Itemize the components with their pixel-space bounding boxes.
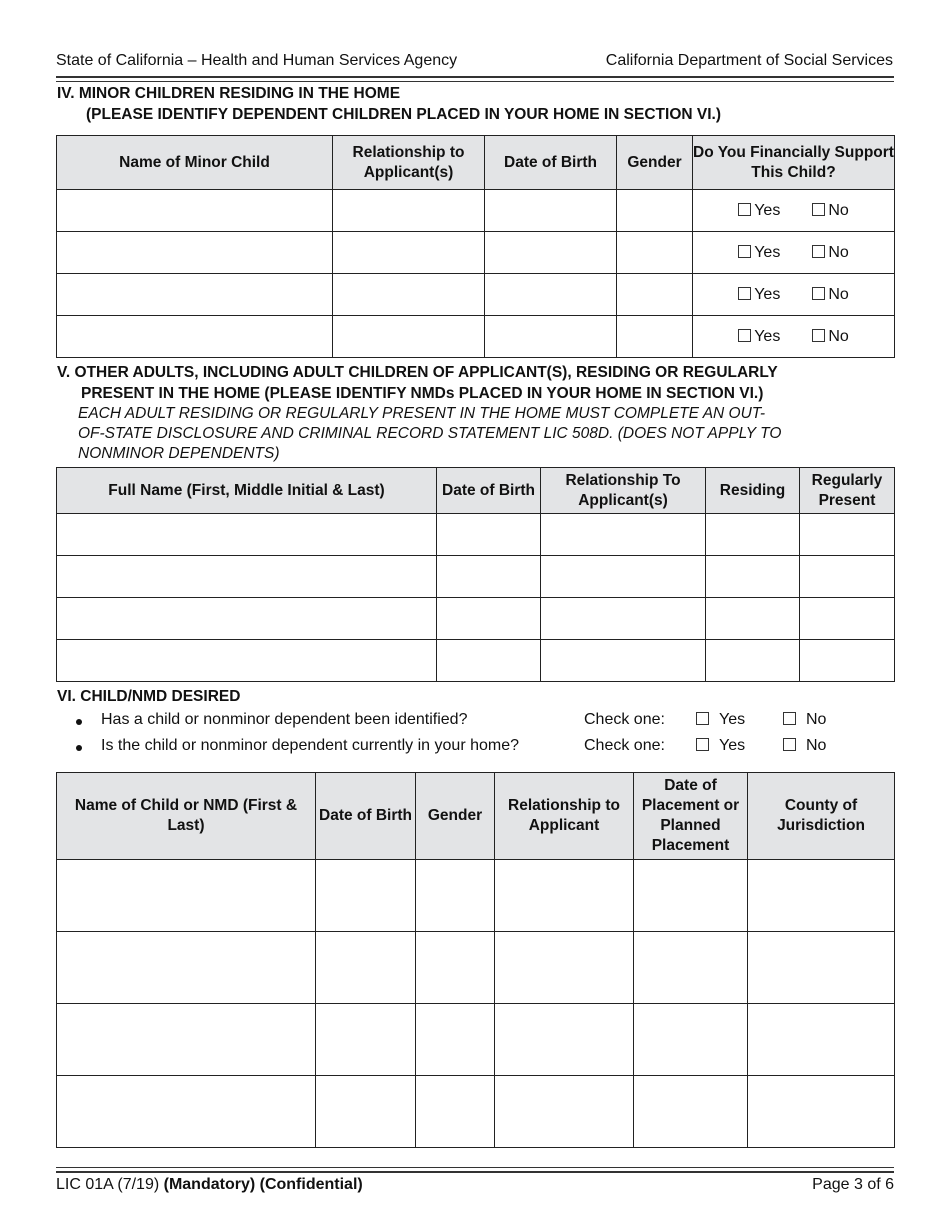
page-number: Page 3 of 6 — [812, 1176, 894, 1193]
adult-present-cell[interactable] — [800, 556, 895, 598]
col-date-of-birth: Date of Birth — [485, 136, 617, 190]
table-row — [57, 232, 895, 274]
child-relationship-cell[interactable] — [495, 932, 634, 1004]
no-label: No — [828, 327, 849, 345]
child-county-cell[interactable] — [748, 1076, 895, 1148]
child-placement-date-cell[interactable] — [634, 860, 748, 932]
section-v-note-2: OF-STATE DISCLOSURE AND CRIMINAL RECORD STATEMENT LIC 508D. (DOES NOT APPLY TO — [78, 425, 782, 442]
table-row — [57, 274, 895, 316]
table-row — [57, 514, 895, 556]
section-v-title: V. OTHER ADULTS, INCLUDING ADULT CHILDREN OF APPLICANT(S), RESIDING OR REGULARLY — [57, 364, 778, 381]
minor-child-gender-cell[interactable] — [617, 274, 693, 316]
check-one-label: Check one: — [584, 711, 665, 728]
adult-name-cell[interactable] — [57, 598, 437, 640]
minor-child-gender-cell[interactable] — [617, 232, 693, 274]
minor-child-dob-cell[interactable] — [485, 316, 617, 358]
bullet-icon — [76, 719, 82, 725]
section-v-note-1: EACH ADULT RESIDING OR REGULARLY PRESENT IN THE HOME MUST COMPLETE AN OUT- — [78, 405, 765, 422]
no-label: No — [828, 285, 849, 303]
yes-label: Yes — [719, 737, 746, 754]
question-in-home — [76, 737, 896, 759]
no-label: No — [828, 243, 849, 261]
yes-label: Yes — [754, 327, 781, 345]
table-row — [57, 1004, 895, 1076]
department-header: California Department of Social Services — [605, 52, 893, 69]
minor-child-relationship-cell[interactable] — [333, 232, 485, 274]
adult-relationship-cell[interactable] — [541, 514, 706, 556]
minor-child-dob-cell[interactable] — [485, 232, 617, 274]
other-adults-table — [56, 467, 895, 682]
header-rule — [56, 76, 894, 78]
adult-name-cell[interactable] — [57, 556, 437, 598]
question-in-home-text: Is the child or nonminor dependent currently in your home? — [101, 737, 520, 754]
minor-child-relationship-cell[interactable] — [333, 190, 485, 232]
child-dob-cell[interactable] — [316, 860, 416, 932]
adult-dob-cell[interactable] — [437, 598, 541, 640]
adult-relationship-cell[interactable] — [541, 640, 706, 682]
yes-label: Yes — [754, 201, 781, 219]
table-row — [57, 556, 895, 598]
financial-support-cell — [693, 190, 895, 232]
adult-dob-cell[interactable] — [437, 514, 541, 556]
col-date-of-birth: Date of Birth — [316, 773, 416, 860]
table-row — [57, 316, 895, 358]
section-v-note-3: NONMINOR DEPENDENTS) — [78, 445, 280, 462]
section-v-subtitle: PRESENT IN THE HOME (PLEASE IDENTIFY NMDs PLACED IN YOUR HOME IN SECTION VI.) — [81, 385, 764, 402]
child-name-cell[interactable] — [57, 932, 316, 1004]
col-regularly-present: Regularly Present — [800, 468, 895, 514]
child-placement-date-cell[interactable] — [634, 1004, 748, 1076]
support-yes-checkbox[interactable] — [738, 287, 751, 300]
support-no-checkbox[interactable] — [812, 287, 825, 300]
form-footer — [56, 1176, 363, 1194]
section-iv-subtitle: (PLEASE IDENTIFY DEPENDENT CHILDREN PLACED IN YOUR HOME IN SECTION VI.) — [86, 106, 721, 123]
minor-child-dob-cell[interactable] — [485, 274, 617, 316]
child-gender-cell[interactable] — [416, 932, 495, 1004]
col-financial-support: Do You Financially Support This Child? — [693, 136, 895, 190]
financial-support-cell — [693, 316, 895, 358]
col-gender: Gender — [617, 136, 693, 190]
child-placement-date-cell[interactable] — [634, 1076, 748, 1148]
col-relationship: Relationship to Applicant — [495, 773, 634, 860]
support-no-checkbox[interactable] — [812, 203, 825, 216]
adult-present-cell[interactable] — [800, 640, 895, 682]
table-row — [57, 1076, 895, 1148]
col-relationship: Relationship To Applicant(s) — [541, 468, 706, 514]
in-home-yes-checkbox[interactable] — [696, 738, 709, 751]
section-vi-title: VI. CHILD/NMD DESIRED — [57, 688, 241, 705]
bullet-icon — [76, 745, 82, 751]
adult-present-cell[interactable] — [800, 514, 895, 556]
minor-child-relationship-cell[interactable] — [333, 316, 485, 358]
table-row — [57, 640, 895, 682]
check-one-label: Check one: — [584, 737, 665, 754]
adult-relationship-cell[interactable] — [541, 598, 706, 640]
support-yes-checkbox[interactable] — [738, 245, 751, 258]
yes-label: Yes — [754, 285, 781, 303]
minor-child-relationship-cell[interactable] — [333, 274, 485, 316]
minor-child-gender-cell[interactable] — [617, 190, 693, 232]
financial-support-cell — [693, 274, 895, 316]
form-flags: (Mandatory) (Confidential) — [163, 1176, 363, 1193]
child-county-cell[interactable] — [748, 860, 895, 932]
adult-dob-cell[interactable] — [437, 556, 541, 598]
minor-child-name-cell[interactable] — [57, 274, 333, 316]
child-dob-cell[interactable] — [316, 932, 416, 1004]
identified-yes-checkbox[interactable] — [696, 712, 709, 725]
col-residing: Residing — [706, 468, 800, 514]
child-name-cell[interactable] — [57, 860, 316, 932]
col-gender: Gender — [416, 773, 495, 860]
child-nmd-table — [56, 772, 895, 1148]
adult-present-cell[interactable] — [800, 598, 895, 640]
identified-no-checkbox[interactable] — [783, 712, 796, 725]
child-dob-cell[interactable] — [316, 1004, 416, 1076]
adult-residing-cell[interactable] — [706, 556, 800, 598]
child-relationship-cell[interactable] — [495, 1004, 634, 1076]
support-no-checkbox[interactable] — [812, 245, 825, 258]
child-placement-date-cell[interactable] — [634, 932, 748, 1004]
child-gender-cell[interactable] — [416, 1004, 495, 1076]
minor-child-gender-cell[interactable] — [617, 316, 693, 358]
minor-child-name-cell[interactable] — [57, 316, 333, 358]
no-label: No — [828, 201, 849, 219]
child-name-cell[interactable] — [57, 1076, 316, 1148]
footer-rule — [56, 1171, 894, 1173]
minor-children-table — [56, 135, 895, 358]
table-row — [57, 932, 895, 1004]
no-label: No — [806, 711, 827, 728]
col-relationship: Relationship to Applicant(s) — [333, 136, 485, 190]
child-relationship-cell[interactable] — [495, 1076, 634, 1148]
child-county-cell[interactable] — [748, 932, 895, 1004]
adult-residing-cell[interactable] — [706, 514, 800, 556]
minor-child-name-cell[interactable] — [57, 232, 333, 274]
col-date-of-placement: Date of Placement or Planned Placement — [634, 773, 748, 860]
section-iv-title: IV. MINOR CHILDREN RESIDING IN THE HOME — [57, 85, 401, 102]
child-relationship-cell[interactable] — [495, 860, 634, 932]
header-rule-thin — [56, 81, 894, 82]
footer-rule-thin — [56, 1167, 894, 1168]
question-identified-text: Has a child or nonminor dependent been identified? — [101, 711, 468, 728]
minor-child-dob-cell[interactable] — [485, 190, 617, 232]
col-county: County of Jurisdiction — [748, 773, 895, 860]
adult-name-cell[interactable] — [57, 514, 437, 556]
support-no-checkbox[interactable] — [812, 329, 825, 342]
col-full-name: Full Name (First, Middle Initial & Last) — [57, 468, 437, 514]
child-county-cell[interactable] — [748, 1004, 895, 1076]
child-dob-cell[interactable] — [316, 1076, 416, 1148]
col-name-of-minor-child: Name of Minor Child — [57, 136, 333, 190]
adult-relationship-cell[interactable] — [541, 556, 706, 598]
table-row — [57, 860, 895, 932]
col-child-name: Name of Child or NMD (First & Last) — [57, 773, 316, 860]
yes-label: Yes — [754, 243, 781, 261]
table-row — [57, 598, 895, 640]
minor-child-name-cell[interactable] — [57, 190, 333, 232]
col-date-of-birth: Date of Birth — [437, 468, 541, 514]
no-label: No — [806, 737, 827, 754]
adult-residing-cell[interactable] — [706, 640, 800, 682]
agency-header: State of California – Health and Human Services Agency — [56, 52, 458, 69]
in-home-no-checkbox[interactable] — [783, 738, 796, 751]
child-name-cell[interactable] — [57, 1004, 316, 1076]
support-yes-checkbox[interactable] — [738, 203, 751, 216]
yes-label: Yes — [719, 711, 746, 728]
form-id: LIC 01A (7/19) — [56, 1176, 164, 1193]
child-gender-cell[interactable] — [416, 1076, 495, 1148]
question-identified — [76, 711, 896, 733]
table-row — [57, 190, 895, 232]
financial-support-cell — [693, 232, 895, 274]
adult-residing-cell[interactable] — [706, 598, 800, 640]
support-yes-checkbox[interactable] — [738, 329, 751, 342]
child-gender-cell[interactable] — [416, 860, 495, 932]
adult-name-cell[interactable] — [57, 640, 437, 682]
adult-dob-cell[interactable] — [437, 640, 541, 682]
